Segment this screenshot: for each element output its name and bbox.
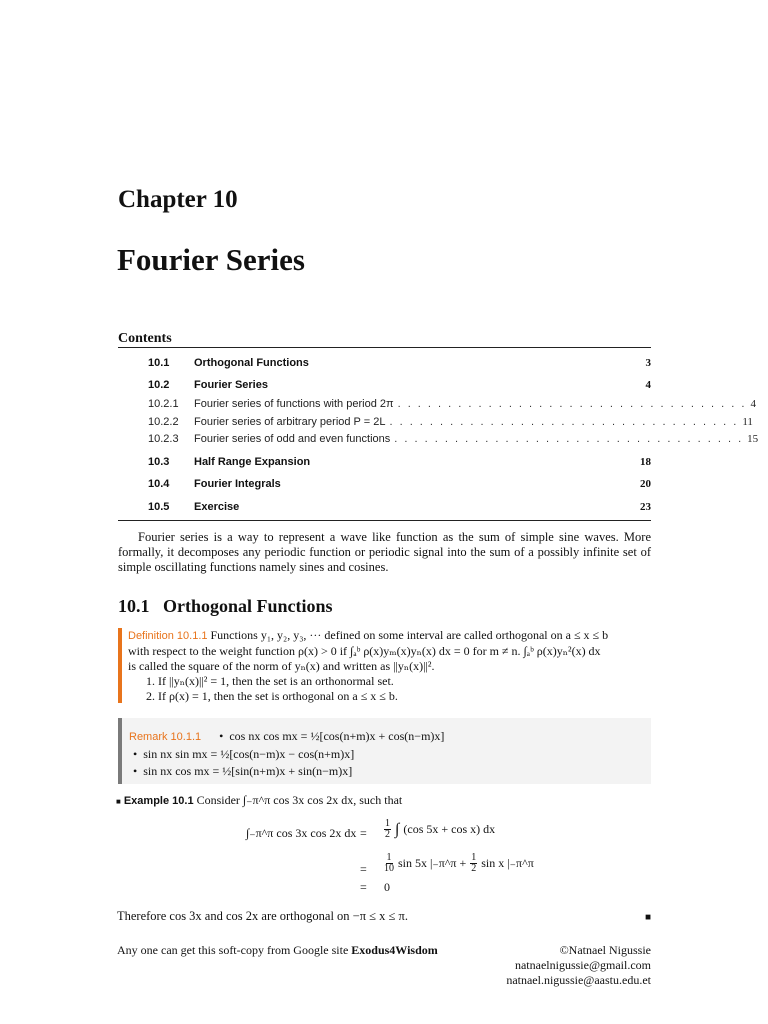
toc-entry[interactable] [148, 378, 651, 392]
remark-identity: sin nx sin mx = ½[cos(n−m)x − cos(n+m)x] [143, 747, 355, 761]
fraction-denominator: 2 [385, 829, 390, 840]
definition-line: Functions y₁, y₂, y₃, ··· defined on some interval are called orthogonal on a ≤ x ≤ b [210, 628, 609, 642]
remark-accent-bar [118, 718, 122, 784]
toc-title: Half Range Expansion [194, 456, 311, 468]
example-header [116, 793, 651, 808]
toc-page: 4 [750, 398, 756, 410]
fraction-numerator: 1 [471, 852, 477, 863]
toc-number: 10.2.1 [148, 398, 179, 410]
equals-sign: = [360, 862, 367, 876]
definition-list-item: 1. If ||yₙ(x)||² = 1, then the set is an orthonormal set. [146, 674, 394, 688]
remark-identity: sin nx cos mx = ½[sin(n+m)x + sin(n−m)x] [143, 764, 353, 778]
remark-label: Remark 10.1.1 [129, 731, 202, 743]
equation-step-3: 0 [384, 880, 390, 894]
toc-title: Orthogonal Functions [194, 357, 309, 369]
toc-entry[interactable] [148, 397, 756, 411]
equals-sign: = [360, 880, 367, 894]
footer-right [401, 943, 651, 988]
section-title-text: Orthogonal Functions [163, 596, 333, 616]
footer-left [117, 943, 438, 958]
toc-leader-dots: . . . . . . . . . . . . . . . . . . . . . . . . . . . . . . . . . . . [397, 398, 747, 410]
example-label: Example 10.1 [123, 795, 194, 807]
definition-block [128, 628, 651, 704]
toc-title: Fourier series of functions with period 2π [194, 398, 394, 410]
toc-number: 10.2.3 [148, 433, 179, 445]
conclusion-text: Therefore cos 3x and cos 2x are orthogonal on −π ≤ x ≤ π. [117, 909, 408, 923]
chapter-title: Fourier Series [117, 242, 305, 277]
fraction-denominator: 2 [471, 863, 477, 874]
toc-page: 18 [640, 456, 651, 468]
toc-page: 11 [742, 416, 753, 428]
fraction [384, 853, 394, 874]
toc-entry[interactable] [148, 415, 753, 429]
fraction-numerator: 1 [385, 818, 390, 829]
equation-step-2 [384, 853, 534, 874]
toc-entry[interactable] [148, 455, 651, 469]
toc-number: 10.3 [148, 456, 170, 468]
toc-page: 20 [640, 478, 651, 490]
toc-leader-dots: . . . . . . . . . . . . . . . . . . . . . . . . . . . . . . . . . . . [389, 416, 739, 428]
contents-bottom-rule [118, 520, 651, 521]
fraction [384, 819, 391, 840]
bullet-icon: • [133, 764, 138, 778]
intro-paragraph: Fourier series is a way to represent a wave like function as the sum of simple sine waves. More formally, it decomposes any periodic function or periodic signal into the sum of a possibly infinite set of simple oscillating functions namely sines and cosines. [118, 530, 651, 574]
toc-entry[interactable] [148, 500, 651, 514]
step-2-term: sin x |₋π^π [481, 856, 534, 870]
section-heading [118, 596, 333, 617]
remark-identity: cos nx cos mx = ½[cos(n+m)x + cos(n−m)x] [229, 729, 445, 743]
toc-entry[interactable] [148, 432, 759, 446]
toc-entry[interactable] [148, 356, 651, 370]
integral-icon: ∫ [395, 820, 400, 838]
footer-text: Any one can get this soft-copy from Google site [117, 943, 352, 957]
fraction-denominator: 10 [384, 863, 394, 874]
example-statement: Consider ∫₋π^π cos 3x cos 2x dx, such that [196, 793, 403, 807]
remark-block [129, 728, 649, 780]
equation-lhs: ∫₋π^π cos 3x cos 2x dx [246, 826, 357, 840]
toc-title: Exercise [194, 501, 240, 513]
step-1-expression: (cos 5x + cos x) dx [403, 822, 496, 836]
toc-page: 4 [645, 379, 651, 391]
end-of-proof-icon: ■ [645, 912, 652, 923]
toc-title: Fourier Series [194, 379, 268, 391]
toc-title: Fourier series of arbitrary period P = 2L [194, 416, 386, 428]
toc-number: 10.1 [148, 357, 170, 369]
footer-email[interactable]: natnaelnigussie@gmail.com [514, 958, 651, 972]
footer-email[interactable]: natnael.nigussie@aastu.edu.et [506, 973, 651, 987]
definition-accent-bar [118, 628, 122, 703]
toc-entry[interactable] [148, 477, 651, 491]
toc-title: Fourier Integrals [194, 478, 281, 490]
equation-step-1 [384, 819, 495, 840]
contents-top-rule [118, 347, 651, 348]
toc-page: 3 [645, 357, 651, 369]
toc-number: 10.5 [148, 501, 170, 513]
toc-page: 15 [747, 433, 759, 445]
section-number: 10.1 [118, 596, 150, 616]
footer-author: ©Natnael Nigussie [559, 943, 651, 957]
bullet-icon: • [219, 729, 224, 743]
fraction-numerator: 1 [386, 852, 392, 863]
fraction [470, 853, 477, 874]
chapter-label: Chapter 10 [118, 186, 238, 213]
toc-page: 23 [640, 501, 651, 513]
definition-line: with respect to the weight function ρ(x) > 0 if ∫ₐᵇ ρ(x)yₘ(x)yₙ(x) dx = 0 for m ≠ n. ∫ₐᵇ ρ(x)yₙ²(x) dx [128, 644, 601, 658]
contents-heading: Contents [118, 331, 172, 346]
definition-list-item: 2. If ρ(x) = 1, then the set is orthogonal on a ≤ x ≤ b. [146, 689, 398, 703]
equals-sign: = [360, 826, 367, 840]
toc-number: 10.4 [148, 478, 170, 490]
footer-site-link[interactable]: Exodus4Wisdom [351, 943, 438, 957]
bullet-icon: • [133, 747, 138, 761]
definition-line: is called the square of the norm of yₙ(x) and written as ||yₙ(x)||². [128, 659, 435, 673]
toc-leader-dots: . . . . . . . . . . . . . . . . . . . . . . . . . . . . . . . . . . . [394, 433, 744, 445]
example-square-icon: ■ [116, 797, 121, 806]
toc-title: Fourier series of odd and even functions [194, 433, 391, 445]
toc-number: 10.2 [148, 379, 170, 391]
definition-label: Definition 10.1.1 [128, 630, 208, 642]
toc-number: 10.2.2 [148, 416, 179, 428]
step-2-term: sin 5x |₋π^π + [398, 856, 467, 870]
